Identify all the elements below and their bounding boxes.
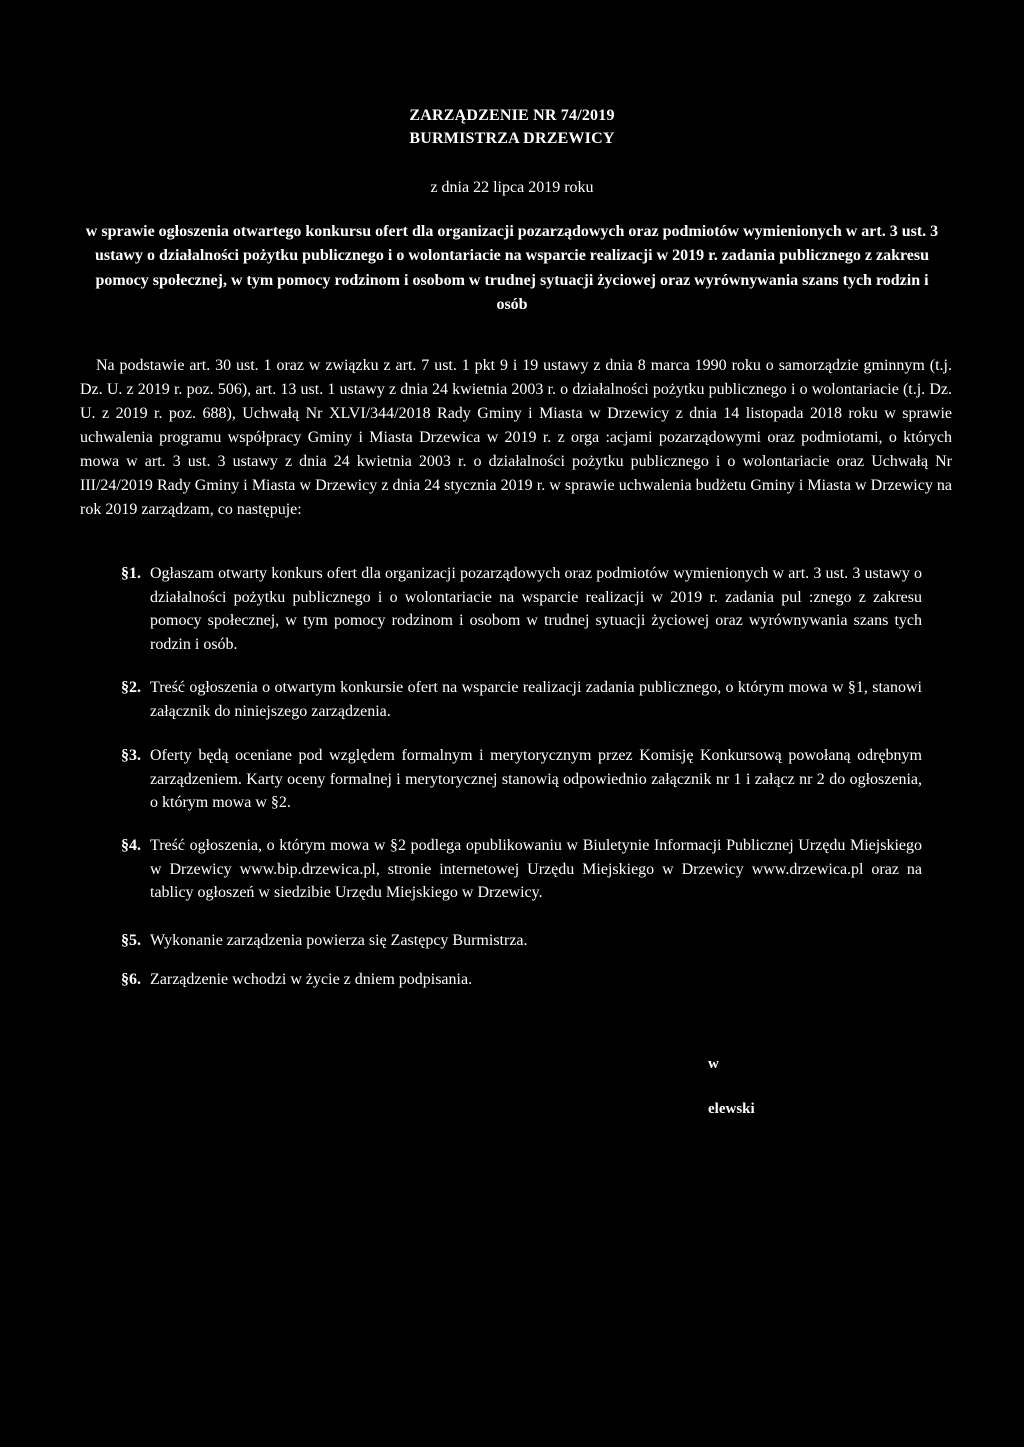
document-header <box>0 104 1024 150</box>
preamble-text: Na podstawie art. 30 ust. 1 oraz w związku z art. 7 ust. 1 pkt 9 i 19 ustawy z dnia 8 marca 1990 roku o samorządzie gminnym (t.j. Dz. U. z 2019 r. poz. 506), art. 13 ust. 1 ustawy z dnia 24 kwietnia 2003 r. o działalności pożytku publicznego i o wolontariacie (t.j. Dz. U. z 2019 r. poz. 688), Uchwałą Nr XLVI/344/2018 Rady Gminy i Miasta w Drzewicy z dnia 14 listopada 2018 roku w sprawie uchwalenia programu współpracy Gminy i Miasta Drzewica w 2019 r. z orga :acjami pozarządowymi oraz podmiotami, o których mowa w art. 3 ust. 3 ustawy z dnia 24 kwietnia 2003 r. o działalności pożytku publicznego i o wolontariacie oraz Uchwałą Nr III/24/2019 Rady Gminy i Miasta w Drzewicy z dnia 24 stycznia 2019 r. w sprawie uchwalenia budżetu Gminy i Miasta w Drzewicy na rok 2019 zarządzam, co następuje: <box>80 357 952 518</box>
section-number: §5. <box>121 932 141 949</box>
section-text: Oferty będą oceniane pod względem formalnym i merytorycznym przez Komisję Konkursową powołaną odrębnym zarządzeniem. Karty oceny formalnej i merytorycznej stanowią odpowiednio załącznik nr 1 i załącz nr 2 do ogłoszenia, o którym mowa w §2. <box>150 747 922 811</box>
legal-basis-preamble <box>80 354 952 522</box>
section-text: Ogłaszam otwarty konkurs ofert dla organizacji pozarządowych oraz podmiotów wymienionych w art. 3 ust. 3 ustawy o działalności pożytku publicznego i o wolontariacie na wsparcie realizacji w 2019 r. zadania pul :znego z zakresu pomocy społecznej, w tym pomocy rodzinom i osobom w trudnej sytuacji życiowej oraz wyrównywania szans tych rodzin i osób. <box>150 565 922 653</box>
section-number: §6. <box>121 971 141 988</box>
section-number: §3. <box>121 747 141 764</box>
section-text: Treść ogłoszenia o otwartym konkursie ofert na wsparcie realizacji zadania publicznego, o którym mowa w §1, stanowi załącznik do niniejszego zarządzenia. <box>150 679 922 720</box>
signature-line-2: elewski <box>708 1101 755 1117</box>
section-text: Zarządzenie wchodzi w życie z dniem podpisania. <box>150 971 473 988</box>
issuer-title: BURMISTRZA DRZEWICY <box>409 130 615 147</box>
section-text: Treść ogłoszenia, o którym mowa w §2 podlega opublikowaniu w Biuletynie Informacji Publicznej Urzędu Miejskiego w Drzewicy www.bip.drzewica.pl, stronie internetowej Urzędu Miejskiego w Drzewicy www.drzewica.pl oraz na tablicy ogłoszeń w siedzibie Urzędu Miejskiego w Drzewicy. <box>150 837 922 901</box>
document-date: z dnia 22 lipca 2019 roku <box>430 179 594 196</box>
section-text: Wykonanie zarządzenia powierza się Zastępcy Burmistrza. <box>150 932 528 949</box>
section-number: §1. <box>121 565 141 582</box>
section-number: §4. <box>121 837 141 854</box>
document-subject: w sprawie ogłoszenia otwartego konkursu ofert dla organizacji pozarządowych oraz podmiotów wymienionych w art. 3 ust. 3 ustawy o działalności pożytku publicznego i o wolontariacie na wsparcie realizacji w 2019 r. zadania publicznego z zakresu pomocy społecznej, w tym pomocy rodzinom i osobom w trudnej sytuacji życiowej oraz wyrównywania szans tych rodzin i osób <box>85 223 939 314</box>
document-title: ZARZĄDZENIE NR 74/2019 <box>409 107 615 124</box>
signature-line-1: w <box>708 1056 719 1072</box>
section-number: §2. <box>121 679 141 696</box>
